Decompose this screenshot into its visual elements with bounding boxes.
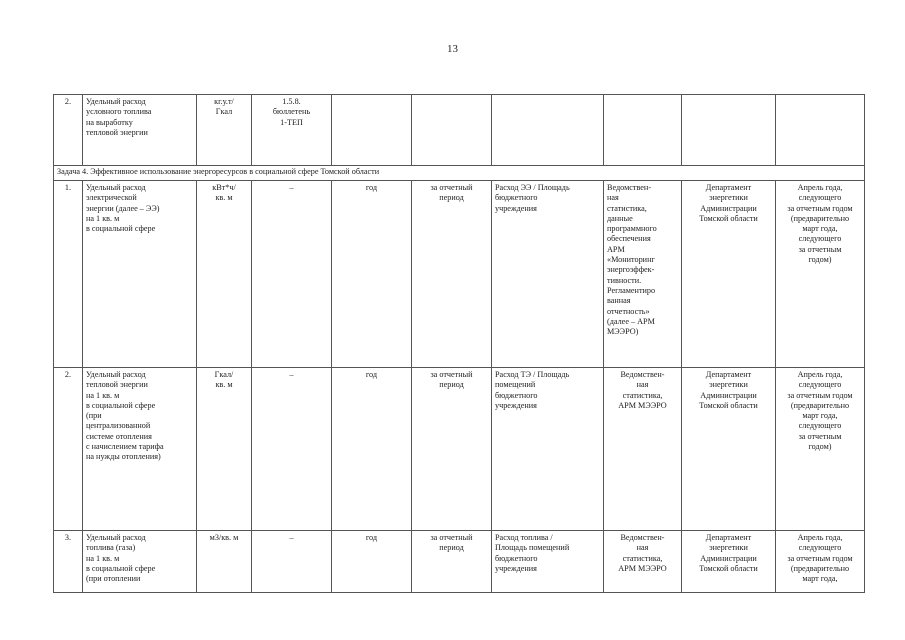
table-row [54,95,865,166]
formula: 1.5.8. бюллетень 1-ТЕП [252,95,332,166]
unit: кг.у.т/ Гкал [197,95,252,166]
method: Расход ТЭ / Площадь помещений бюджетного учреждения [492,368,604,531]
table-row [54,531,865,593]
deadline: Апрель года, следующего за отчетным годом (предварительно март года, следующего за отчетным годом) [776,181,865,368]
source: Ведомствен- ная статистика, АРМ МЭЭРО [604,531,682,593]
responsible: Департамент энергетики Администрации Томской области [682,531,776,593]
indicator-name: Удельный расход условного топлива на выработку тепловой энергии [83,95,197,166]
task-heading-row [54,166,865,181]
responsible: Департамент энергетики Администрации Томской области [682,368,776,531]
responsible [682,95,776,166]
source [604,95,682,166]
source: Ведомствен- ная статистика, АРМ МЭЭРО [604,368,682,531]
unit: кВт*ч/ кв. м [197,181,252,368]
row-number: 2. [54,368,83,531]
page-number: 13 [447,43,458,55]
period-detail: за отчетный период [412,368,492,531]
deadline: Апрель года, следующего за отчетным годом (предварительно март года, следующего за отчетным годом) [776,368,865,531]
indicators-table [53,94,865,593]
formula: – [252,531,332,593]
formula: – [252,181,332,368]
row-number: 1. [54,181,83,368]
period-detail: за отчетный период [412,181,492,368]
unit: м3/кв. м [197,531,252,593]
period: год [332,531,412,593]
period-detail: за отчетный период [412,531,492,593]
row-number: 3. [54,531,83,593]
method: Расход топлива / Площадь помещений бюджетного учреждения [492,531,604,593]
row-number: 2. [54,95,83,166]
indicator-name: Удельный расход электрической энергии (далее – ЭЭ) на 1 кв. м в социальной сфере [83,181,197,368]
deadline [776,95,865,166]
method [492,95,604,166]
table-row [54,368,865,531]
indicator-name: Удельный расход топлива (газа) на 1 кв. м в социальной сфере (при отоплении [83,531,197,593]
unit: Гкал/ кв. м [197,368,252,531]
method: Расход ЭЭ / Площадь бюджетного учреждения [492,181,604,368]
responsible: Департамент энергетики Администрации Томской области [682,181,776,368]
indicator-name: Удельный расход тепловой энергии на 1 кв. м в социальной сфере (при централизованной системе отопления с начислением тарифа на нужды отопления) [83,368,197,531]
source: Ведомствен- ная статистика, данные программного обеспечения АРМ «Мониторинг энергоэффек- тивности. Регламентиро ванная отчетность» (далее – АРМ МЭЭРО) [604,181,682,368]
period [332,95,412,166]
task-heading: Задача 4. Эффективное использование энергоресурсов в социальной сфере Томской области [54,166,865,181]
formula: – [252,368,332,531]
deadline: Апрель года, следующего за отчетным годом (предварительно март года, [776,531,865,593]
period: год [332,181,412,368]
period-detail [412,95,492,166]
period: год [332,368,412,531]
table-row [54,181,865,368]
